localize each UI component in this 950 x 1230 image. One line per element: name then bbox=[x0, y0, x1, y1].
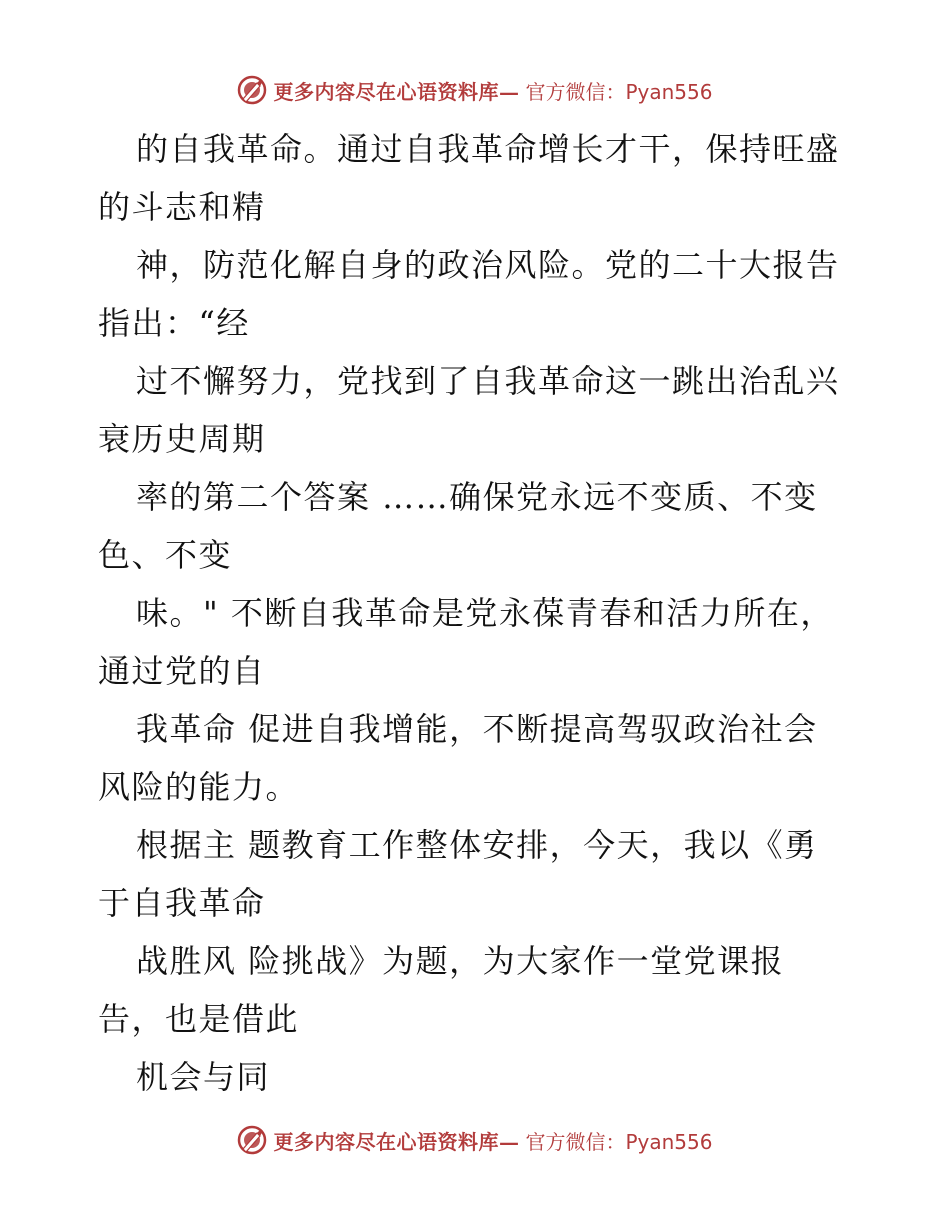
text-line: 色、不变 bbox=[98, 536, 233, 574]
document-body bbox=[98, 120, 858, 1106]
text-line: 率的第二个答案 ……确保党永远不变质、不变 bbox=[136, 478, 818, 516]
header-brand-text: 更多内容尽在心语资料库— bbox=[273, 79, 520, 104]
footer-brand-text: 更多内容尽在心语资料库— bbox=[273, 1129, 520, 1154]
pen-logo-icon bbox=[237, 75, 267, 105]
text-line: 战胜风 险挑战》为题，为大家作一堂党课报 bbox=[136, 942, 785, 980]
text-line: 衰历史周期 bbox=[98, 420, 266, 458]
text-line: 味。" 不断自我革命是党永葆青春和活力所在， bbox=[136, 594, 834, 632]
text-line: 告，也是借此 bbox=[98, 1000, 300, 1038]
header-wechat-text: 官方微信：Pyan556 bbox=[525, 79, 713, 104]
header-banner bbox=[0, 70, 950, 110]
text-line: 机会与同 bbox=[136, 1058, 271, 1096]
text-line: 过不懈努力，党找到了自我革命这一跳出治乱兴 bbox=[136, 362, 840, 400]
text-line: 神，防范化解自身的政治风险。党的二十大报告 bbox=[136, 246, 840, 284]
footer-banner bbox=[0, 1120, 950, 1160]
text-line: 我革命 促进自我增能，不断提高驾驭政治社会 bbox=[136, 710, 818, 748]
text-line: 根据主 题教育工作整体安排，今天，我以《勇 bbox=[136, 826, 818, 864]
pen-logo-icon bbox=[237, 1125, 267, 1155]
text-line: 通过党的自 bbox=[98, 652, 266, 690]
text-line: 的斗志和精 bbox=[98, 188, 266, 226]
text-line: 风险的能力。 bbox=[98, 768, 300, 806]
text-line: 指出：“经 bbox=[98, 304, 250, 342]
text-line: 于自我革命 bbox=[98, 884, 266, 922]
footer-wechat-text: 官方微信：Pyan556 bbox=[525, 1129, 713, 1154]
text-line: 的自我革命。通过自我革命增长才干，保持旺盛 bbox=[136, 130, 840, 168]
